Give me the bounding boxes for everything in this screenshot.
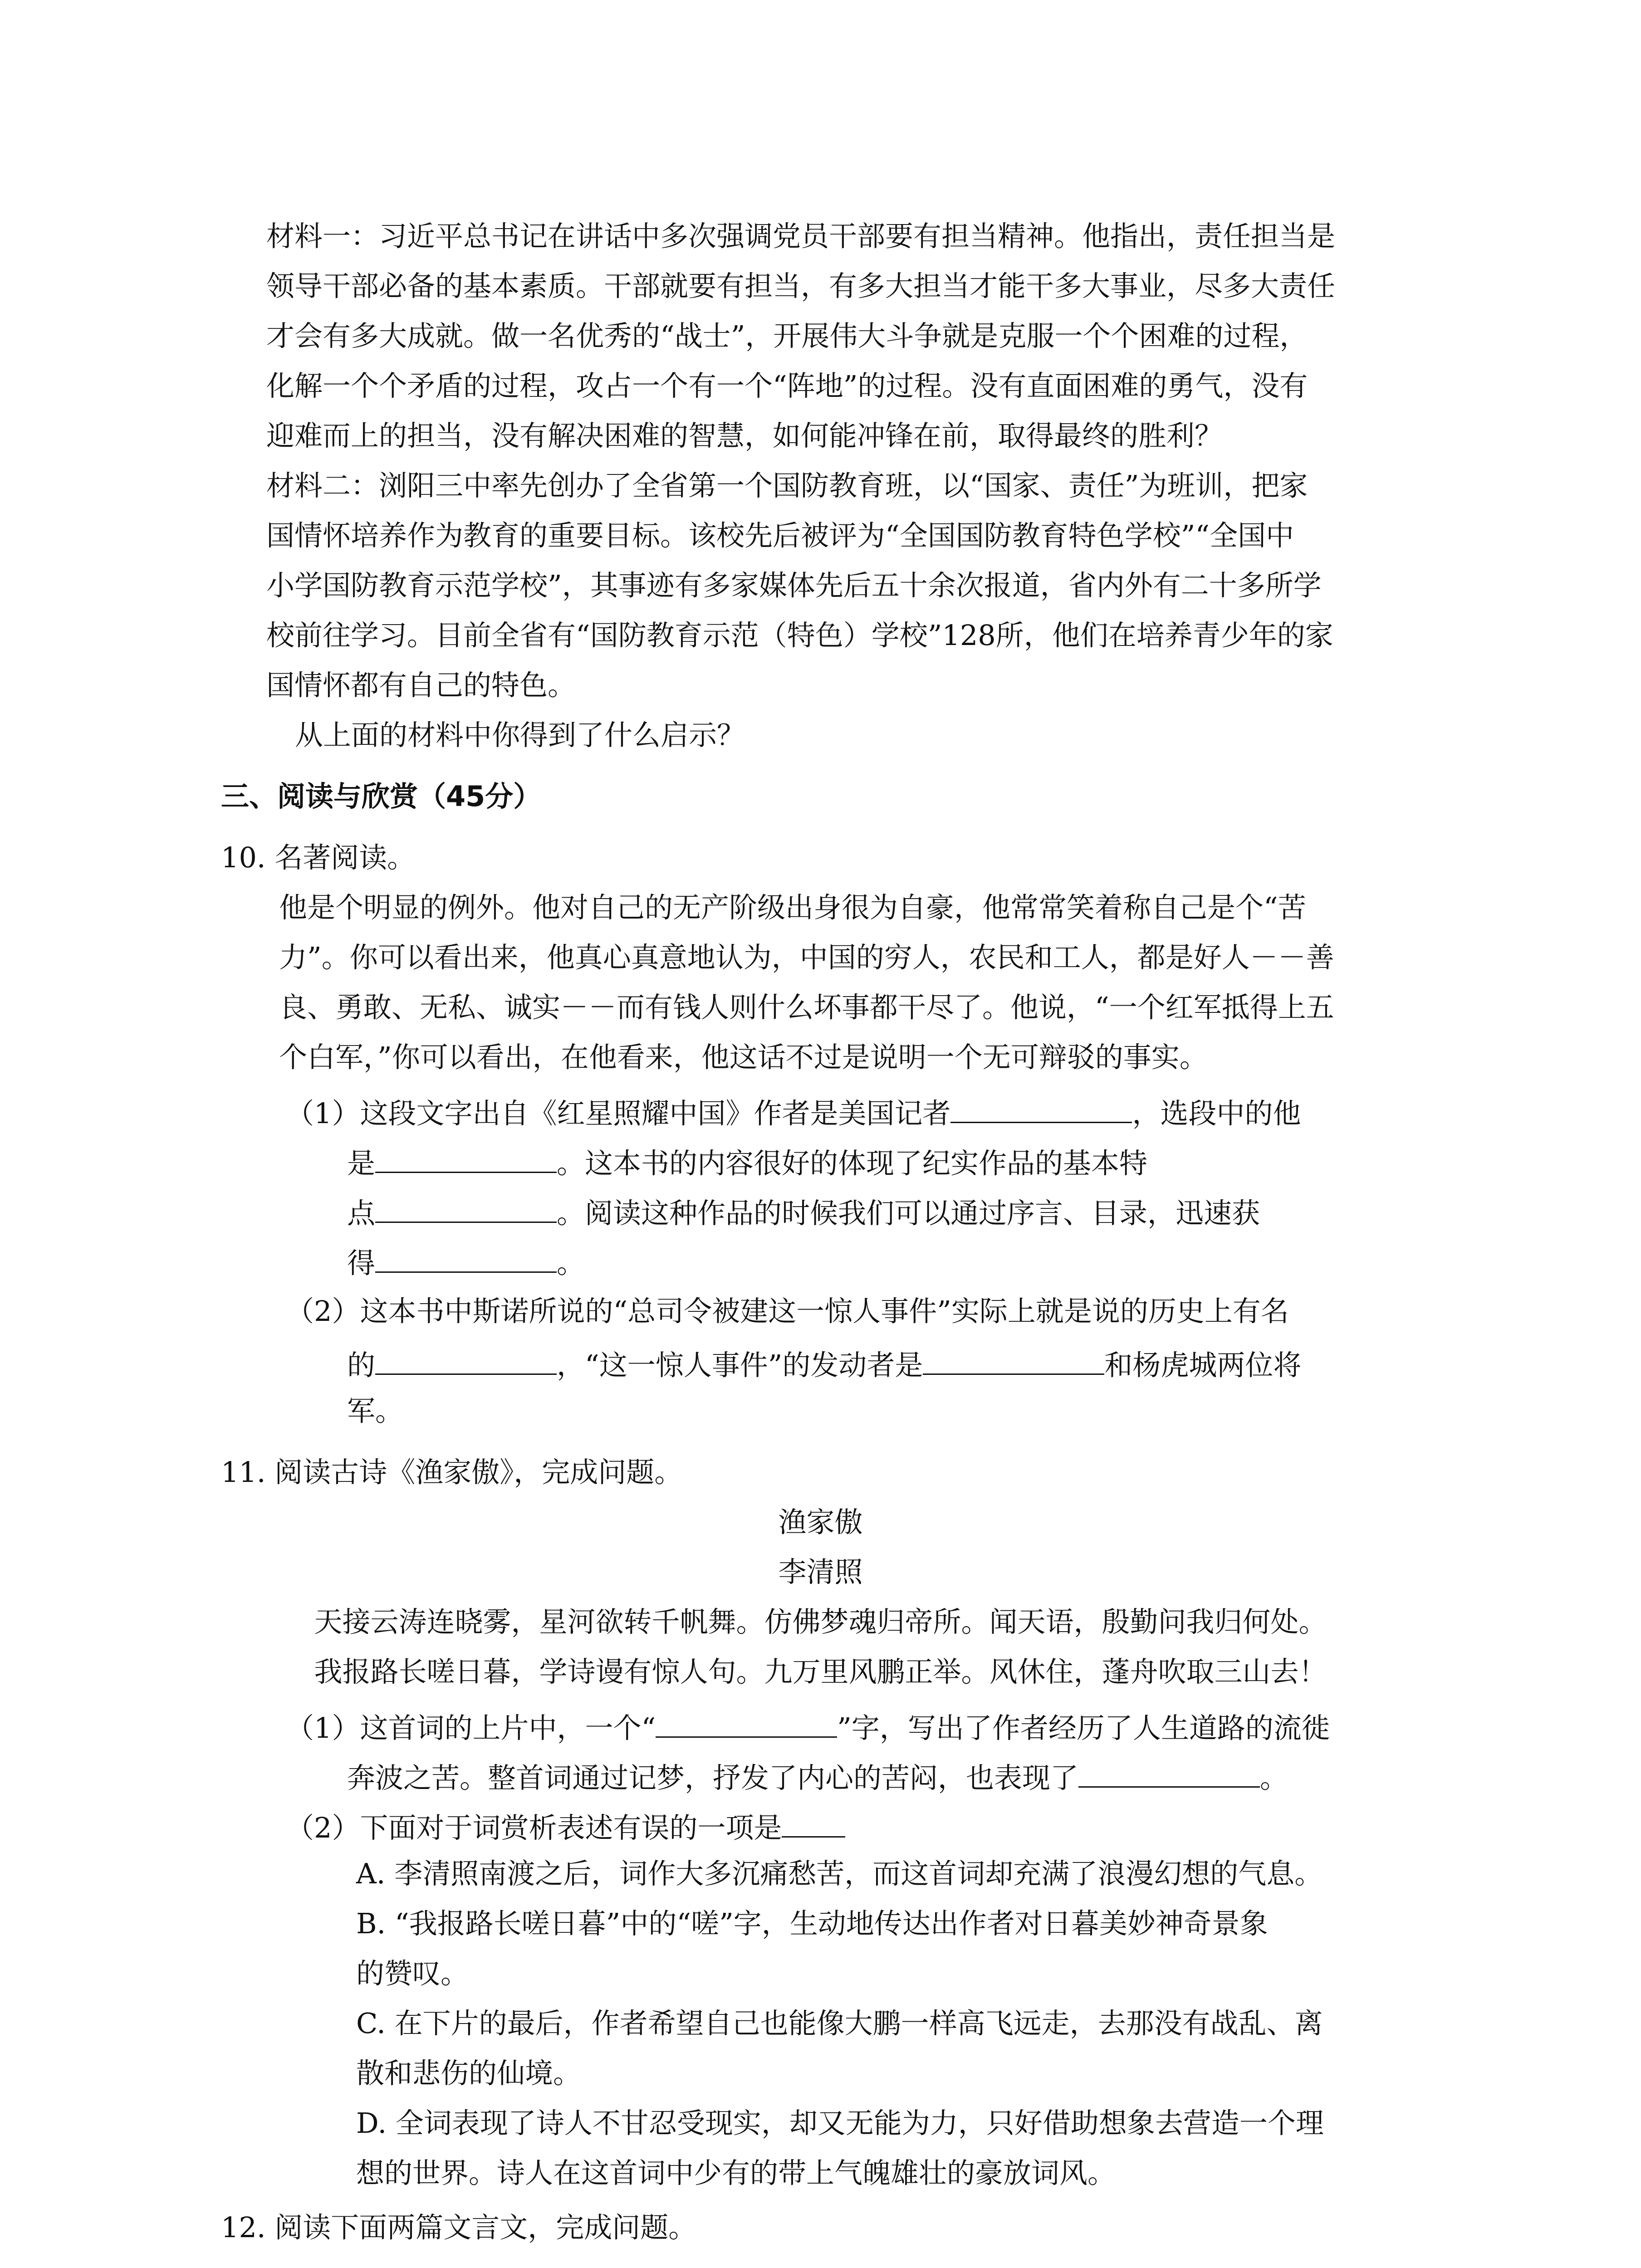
q10-sub1-line1 — [286, 1095, 1301, 1128]
answer-blank[interactable] — [1078, 1760, 1260, 1788]
material1-line: 领导干部必备的基本素质。干部就要有担当，有多大担当才能干多大事业，尽多大责任 — [266, 269, 1336, 303]
material1-line: 迎难而上的担当，没有解决困难的智慧，如何能冲锋在前，取得最终的胜利？ — [266, 419, 1223, 452]
poem-line: 天接云涛连晓雾，星河欲转千帆舞。仿佛梦魂归帝所。闻天语，殷勤问我归何处。 — [314, 1605, 1327, 1638]
answer-blank[interactable] — [375, 1145, 557, 1173]
text: 奔波之苦。整首词通过记梦，抒发了内心的苦闷，也表现了 — [347, 1761, 1079, 1794]
text: 得 — [347, 1246, 376, 1280]
material2-line: 校前往学习。目前全省有“国防教育示范（特色）学校”128所，他们在培养青少年的家 — [266, 619, 1333, 652]
q11-sub1-line1 — [286, 1710, 1330, 1745]
question-title: 11. 阅读古诗《渔家傲》，完成问题。 — [221, 1456, 683, 1489]
text: 。这本书的内容很好的体现了纪实作品的基本特 — [557, 1147, 1148, 1180]
text: （1）这首词的上片中，一个“ — [286, 1711, 656, 1745]
text: 。 — [1260, 1761, 1288, 1794]
text: （1）这段文字出自《红星照耀中国》作者是美国记者 — [286, 1097, 951, 1130]
section-heading: 三、阅读与欣赏（45分） — [221, 780, 542, 813]
poem-author: 李清照 — [778, 1555, 863, 1589]
q10-sub2-line1: （2）这本书中斯诺所说的“总司令被建这一惊人事件”实际上就是说的历史上有名 — [286, 1295, 1289, 1328]
option-a: A. 李清照南渡之后，词作大多沉痛愁苦，而这首词却充满了浪漫幻想的气息。 — [356, 1857, 1323, 1890]
answer-blank[interactable] — [782, 1810, 845, 1838]
material1-line: 材料一：习近平总书记在讲话中多次强调党员干部要有担当精神。他指出，责任担当是 — [266, 220, 1336, 253]
poem-line: 我报路长嗟日暮，学诗谩有惊人句。九万里风鹏正举。风休住，蓬舟吹取三山去！ — [314, 1655, 1327, 1688]
q11-sub1-line2 — [347, 1760, 1288, 1792]
answer-blank[interactable] — [375, 1347, 557, 1375]
text: （2）下面对于词赏析表述有误的一项是 — [286, 1811, 782, 1844]
text: 和杨虎城两位将 — [1104, 1349, 1302, 1382]
passage-line: 力”。你可以看出来，他真心真意地认为，中国的穷人，农民和工人，都是好人－－善 — [279, 941, 1334, 974]
text: 是 — [347, 1147, 376, 1180]
answer-blank[interactable] — [375, 1195, 557, 1223]
passage-line: 个白军，”你可以看出，在他看来，他这话不过是说明一个无可辩驳的事实。 — [279, 1041, 1208, 1074]
answer-blank[interactable] — [950, 1095, 1132, 1123]
q11-sub2-stem — [286, 1810, 845, 1842]
option-c: C. 在下片的最后，作者希望自己也能像大鹏一样高飞远走，去那没有战乱、离 — [356, 2007, 1323, 2040]
poem-title: 渔家傲 — [778, 1505, 863, 1539]
question-title: 12. 阅读下面两篇文言文，完成问题。 — [221, 2211, 697, 2244]
text: 的 — [347, 1349, 376, 1382]
question9-prompt: 从上面的材料中你得到了什么启示？ — [295, 719, 745, 752]
option-c-cont: 散和悲伤的仙境。 — [356, 2057, 582, 2090]
material2-line: 小学国防教育示范学校”，其事迹有多家媒体先后五十余次报道，省内外有二十多所学 — [266, 569, 1322, 602]
question-title: 10. 名著阅读。 — [221, 841, 416, 874]
q10-sub2-line2 — [347, 1347, 1302, 1382]
q10-sub1-line4 — [347, 1245, 585, 1280]
text: ，“这一惊人事件”的发动者是 — [557, 1349, 923, 1382]
text: ”字，写出了作者经历了人生道路的流徙 — [837, 1711, 1330, 1745]
material2-line: 材料二：浏阳三中率先创办了全省第一个国防教育班，以“国家、责任”为班训，把家 — [266, 469, 1308, 502]
material2-line: 国情怀培养作为教育的重要目标。该校先后被评为“全国国防教育特色学校”“全国中 — [266, 519, 1294, 552]
q10-sub1-line3 — [347, 1195, 1260, 1230]
text: 。阅读这种作品的时候我们可以通过序言、目录，迅速获 — [557, 1197, 1260, 1230]
material1-line: 才会有多大成就。做一名优秀的“战士”，开展伟大斗争就是克服一个个困难的过程， — [266, 319, 1308, 352]
material1-line: 化解一个个矛盾的过程，攻占一个有一个“阵地”的过程。没有直面困难的勇气，没有 — [266, 369, 1308, 402]
text: ，选段中的他 — [1132, 1097, 1301, 1130]
text: 点 — [347, 1197, 376, 1230]
option-b: B. “我报路长嗟日暮”中的“嗟”字，生动地传达出作者对日暮美妙神奇景象 — [356, 1907, 1268, 1940]
q10-sub1-line2 — [347, 1145, 1147, 1178]
answer-blank[interactable] — [375, 1245, 557, 1273]
material2-line: 国情怀都有自己的特色。 — [266, 669, 576, 702]
text: 。 — [557, 1246, 585, 1280]
q10-sub2-line3: 军。 — [347, 1394, 404, 1427]
option-d: D. 全词表现了诗人不甘忍受现实，却又无能为力，只好借助想象去营造一个理 — [356, 2107, 1324, 2140]
passage-line: 他是个明显的例外。他对自己的无产阶级出身很为自豪，他常常笑着称自己是个“苦 — [279, 891, 1306, 924]
answer-blank[interactable] — [923, 1347, 1104, 1375]
option-b-cont: 的赞叹。 — [356, 1957, 469, 1990]
passage-line: 良、勇敢、无私、诚实－－而有钱人则什么坏事都干尽了。他说，“一个红军抵得上五 — [279, 991, 1334, 1024]
answer-blank[interactable] — [656, 1710, 837, 1738]
option-d-cont: 想的世界。诗人在这首词中少有的带上气魄雄壮的豪放词风。 — [356, 2156, 1116, 2190]
